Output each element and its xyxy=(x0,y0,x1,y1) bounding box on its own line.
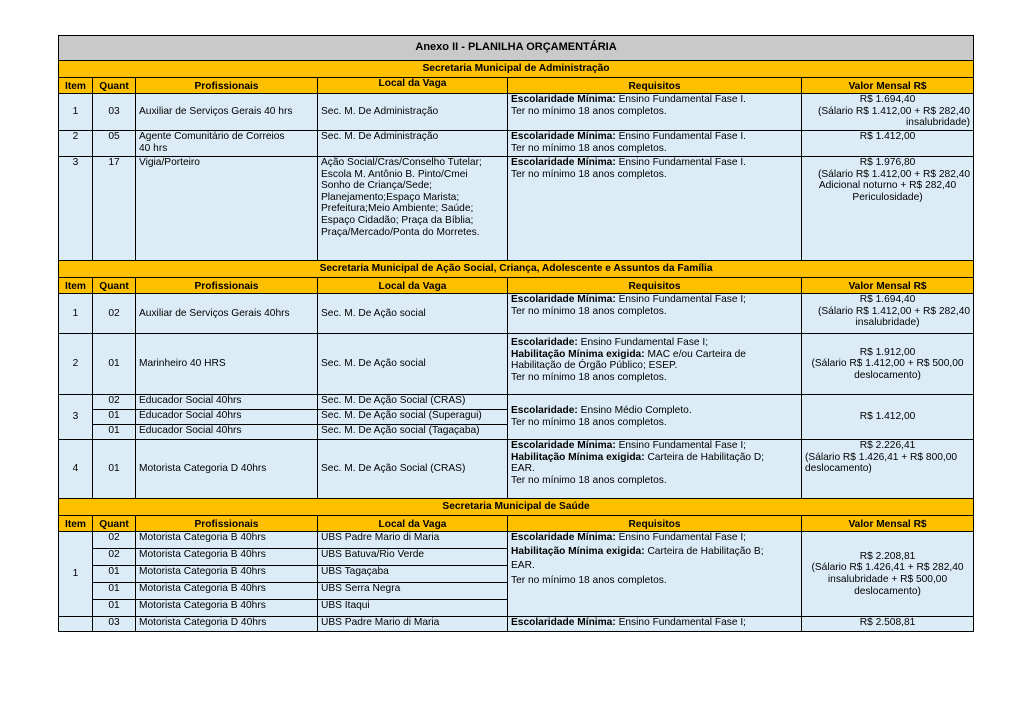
quant-cell: 01 xyxy=(93,600,136,617)
valor-line: (Sálario R$ 1.412,00 + R$ 282,40 xyxy=(817,168,971,180)
item-cell xyxy=(59,617,93,632)
header-quant: Quant xyxy=(93,516,136,532)
valor-cell xyxy=(802,294,974,334)
header-valor: Valor Mensal R$ xyxy=(802,78,974,94)
valor-cell xyxy=(802,617,974,632)
table-row xyxy=(59,440,974,499)
header-requisitos: Requisitos xyxy=(508,516,802,532)
req-extra: Ter no mínimo 18 anos completos. xyxy=(511,168,667,180)
req-extra: Ter no mínimo 18 anos completos. xyxy=(511,371,667,383)
prof-cell: Marinheiro 40 HRS xyxy=(136,334,318,395)
req-cell xyxy=(508,94,802,131)
req-hab-cont: Habilitação de Órgão Público; ESEP. xyxy=(511,360,678,372)
valor-line: insalubridade + R$ 500,00 xyxy=(827,574,948,585)
quant-cell: 01 xyxy=(93,583,136,600)
valor-line: insalubridade) xyxy=(906,117,971,129)
local-cell xyxy=(318,157,508,261)
valor-line: R$ 2.208,81 xyxy=(859,550,916,562)
prof-cell: Motorista Categoria D 40hrs xyxy=(136,440,318,499)
req-extra: Ter no mínimo 18 anos completos. xyxy=(511,105,667,117)
valor-cell xyxy=(802,94,974,131)
local-cell: UBS Padre Mario di Maria xyxy=(318,617,508,632)
req-extra: Ter no mínimo 18 anos completos. xyxy=(511,474,667,486)
local-cell: UBS Tagaçaba xyxy=(318,566,508,583)
local-line: Espaço Cidadão; Praça da Bíblia; xyxy=(321,214,474,226)
quant-cell: 01 xyxy=(93,410,136,425)
valor-line: (Sálario R$ 1.412,00 + R$ 282,40 xyxy=(817,105,971,117)
quant-cell: 01 xyxy=(93,425,136,440)
valor-line: Adicional noturno + R$ 282,40 xyxy=(818,180,957,192)
valor-cell xyxy=(802,334,974,395)
valor-line: (Sálario R$ 1.412,00 + R$ 282,40 xyxy=(817,305,971,317)
req-label: Escolaridade Mínima: xyxy=(511,532,616,543)
header-profissionais: Profissionais xyxy=(136,78,318,94)
req-label: Escolaridade: xyxy=(511,337,578,348)
valor-line: deslocamento) xyxy=(805,463,872,475)
req-extra: Ter no mínimo 18 anos completos. xyxy=(511,574,667,586)
prof-cell: Auxiliar de Serviços Gerais 40hrs xyxy=(136,294,318,334)
prof-cell: Motorista Categoria B 40hrs xyxy=(136,583,318,600)
item-cell: 4 xyxy=(59,440,93,499)
column-header-row xyxy=(59,78,974,94)
header-item: Item xyxy=(59,78,93,94)
req-hab-label: Habilitação Mínima exigida: xyxy=(511,348,645,360)
header-local: Local da Vaga xyxy=(318,78,508,94)
local-line: Planejamento;Espaço Marista; xyxy=(321,191,460,203)
valor-line: insalubridade) xyxy=(855,317,920,329)
section-title: Secretaria Municipal de Saúde xyxy=(59,499,974,516)
req-value: Ensino Fundamental Fase I. xyxy=(618,157,747,168)
prof-cell: Motorista Categoria D 40hrs xyxy=(136,617,318,632)
req-label: Escolaridade Mínima: xyxy=(511,617,616,628)
req-value: Ensino Fundamental Fase I. xyxy=(618,131,747,142)
req-label: Escolaridade Mínima: xyxy=(511,294,616,305)
req-value: Ensino Fundamental Fase I. xyxy=(618,94,747,105)
title-row xyxy=(59,36,974,61)
budget-table xyxy=(58,35,974,632)
valor-line: Periculosidade) xyxy=(852,191,923,203)
prof-cell: Motorista Categoria B 40hrs xyxy=(136,532,318,549)
local-cell: Sec. M. De Ação social xyxy=(318,294,508,334)
req-cell xyxy=(508,294,802,334)
header-requisitos: Requisitos xyxy=(508,278,802,294)
section-header xyxy=(59,261,974,278)
local-line: Sonho de Criança/Sede; xyxy=(321,180,433,192)
valor-line: R$ 1.694,40 xyxy=(859,94,916,105)
local-cell: Sec. M. De Administração xyxy=(318,131,508,157)
column-header-row xyxy=(59,516,974,532)
quant-cell: 03 xyxy=(93,94,136,131)
section-title: Secretaria Municipal de Ação Social, Criança, Adolescente e Assuntos da Família xyxy=(59,261,974,278)
req-label: Escolaridade Mínima: xyxy=(511,157,616,168)
table-row xyxy=(59,532,974,549)
prof-cell: Motorista Categoria B 40hrs xyxy=(136,566,318,583)
local-cell: UBS Batuva/Rio Verde xyxy=(318,549,508,566)
valor-line: deslocamento) xyxy=(854,585,921,597)
local-cell: UBS Itaqui xyxy=(318,600,508,617)
item-cell: 2 xyxy=(59,334,93,395)
prof-cell xyxy=(136,131,318,157)
quant-cell: 03 xyxy=(93,617,136,632)
req-value: Ensino Fundamental Fase I; xyxy=(580,337,709,348)
item-cell: 3 xyxy=(59,395,93,440)
prof-line: Agente Comunitário de Correios xyxy=(139,131,285,142)
valor-cell xyxy=(802,157,974,261)
req-hab-value: Carteira de Habilitação D; xyxy=(647,451,765,463)
local-line: Prefeitura;Meio Ambiente; Saúde; xyxy=(321,203,474,215)
local-cell: Sec. M. De Ação social (Tagaçaba) xyxy=(318,425,508,440)
section-header xyxy=(59,61,974,78)
valor-cell xyxy=(802,440,974,499)
prof-cell: Auxiliar de Serviços Gerais 40 hrs xyxy=(136,94,318,131)
valor-line: R$ 2.226,41 xyxy=(859,440,916,451)
req-hab-label: Habilitação Mínima exigida: xyxy=(511,545,645,557)
valor-line: R$ 1.694,40 xyxy=(859,294,916,305)
req-label: Escolaridade: xyxy=(511,405,578,417)
valor-line: R$ 1.412,00 xyxy=(859,411,916,423)
prof-cell: Vigia/Porteiro xyxy=(136,157,318,261)
table-row xyxy=(59,94,974,131)
item-cell: 1 xyxy=(59,294,93,334)
header-profissionais: Profissionais xyxy=(136,516,318,532)
req-hab-value: Carteira de Habilitação B; xyxy=(647,545,764,557)
local-cell: Sec. M. De Ação social xyxy=(318,334,508,395)
header-local: Local da Vaga xyxy=(318,516,508,532)
req-value: Ensino Médio Completo. xyxy=(580,405,692,417)
prof-cell: Motorista Categoria B 40hrs xyxy=(136,600,318,617)
header-valor: Valor Mensal R$ xyxy=(802,278,974,294)
req-value: Ensino Fundamental Fase I; xyxy=(618,440,747,451)
header-valor: Valor Mensal R$ xyxy=(802,516,974,532)
req-hab-cont: EAR. xyxy=(511,560,535,572)
table-row xyxy=(59,617,974,632)
valor-cell xyxy=(802,395,974,440)
header-local: Local da Vaga xyxy=(318,278,508,294)
quant-cell: 02 xyxy=(93,549,136,566)
valor-line: deslocamento) xyxy=(854,369,921,381)
valor-line: R$ 1.976,80 xyxy=(859,157,916,168)
valor-line: (Sálario R$ 1.412,00 + R$ 500,00 xyxy=(811,358,964,370)
table-row xyxy=(59,334,974,395)
local-line: Escola M. Antônio B. Pinto/Cmei xyxy=(321,168,468,180)
sheet-title: Anexo II - PLANILHA ORÇAMENTÁRIA xyxy=(59,36,974,61)
valor-line: R$ 2.508,81 xyxy=(859,617,916,628)
valor-line: (Sálario R$ 1.426,41 + R$ 282,40 xyxy=(811,562,964,574)
header-quant: Quant xyxy=(93,278,136,294)
valor-line: R$ 1.412,00 xyxy=(859,131,916,142)
valor-cell xyxy=(802,532,974,617)
quant-cell: 01 xyxy=(93,440,136,499)
header-item: Item xyxy=(59,278,93,294)
quant-cell: 05 xyxy=(93,131,136,157)
req-label: Escolaridade Mínima: xyxy=(511,94,616,105)
column-header-row xyxy=(59,278,974,294)
local-line: Ação Social/Cras/Conselho Tutelar; xyxy=(321,157,482,168)
req-cell xyxy=(508,334,802,395)
prof-line: 40 hrs xyxy=(139,142,168,154)
local-cell: Sec. M. De Administração xyxy=(318,94,508,131)
req-hab-label: Habilitação Mínima exigida: xyxy=(511,451,645,463)
valor-line: (Sálario R$ 1.426,41 + R$ 800,00 xyxy=(805,451,958,463)
valor-cell xyxy=(802,131,974,157)
budget-spreadsheet xyxy=(58,35,973,632)
req-extra: Ter no mínimo 18 anos completos. xyxy=(511,305,667,317)
local-cell: Sec. M. De Ação social (Superagui) xyxy=(318,410,508,425)
prof-cell: Motorista Categoria B 40hrs xyxy=(136,549,318,566)
req-cell xyxy=(508,617,802,632)
quant-cell: 01 xyxy=(93,334,136,395)
prof-cell: Educador Social 40hrs xyxy=(136,410,318,425)
table-row xyxy=(59,157,974,261)
req-value: Ensino Fundamental Fase I; xyxy=(618,294,747,305)
table-row xyxy=(59,294,974,334)
req-cell xyxy=(508,157,802,261)
quant-cell: 02 xyxy=(93,395,136,410)
item-cell: 1 xyxy=(59,94,93,131)
req-cell xyxy=(508,131,802,157)
quant-cell: 02 xyxy=(93,532,136,549)
req-cell xyxy=(508,532,802,617)
req-hab-cont: EAR. xyxy=(511,463,535,475)
table-row xyxy=(59,131,974,157)
item-cell: 2 xyxy=(59,131,93,157)
req-extra: Ter no mínimo 18 anos completos. xyxy=(511,417,667,428)
prof-cell: Educador Social 40hrs xyxy=(136,395,318,410)
req-hab-value: MAC e/ou Carteira de xyxy=(647,348,746,360)
req-value: Ensino Fundamental Fase I; xyxy=(618,617,747,628)
local-cell: Sec. M. De Ação Social (CRAS) xyxy=(318,395,508,410)
header-profissionais: Profissionais xyxy=(136,278,318,294)
req-label: Escolaridade Mínima: xyxy=(511,131,616,142)
item-cell: 3 xyxy=(59,157,93,261)
header-requisitos: Requisitos xyxy=(508,78,802,94)
section-title: Secretaria Municipal de Administração xyxy=(59,61,974,78)
req-cell xyxy=(508,440,802,499)
prof-cell: Educador Social 40hrs xyxy=(136,425,318,440)
req-cell xyxy=(508,395,802,440)
section-header xyxy=(59,499,974,516)
quant-cell: 01 xyxy=(93,566,136,583)
table-row xyxy=(59,395,974,410)
local-cell: Sec. M. De Ação Social (CRAS) xyxy=(318,440,508,499)
quant-cell: 17 xyxy=(93,157,136,261)
quant-cell: 02 xyxy=(93,294,136,334)
req-label: Escolaridade Mínima: xyxy=(511,440,616,451)
local-cell: UBS Serra Negra xyxy=(318,583,508,600)
req-value: Ensino Fundamental Fase I; xyxy=(618,532,747,543)
local-line: Praça/Mercado/Ponta do Morretes. xyxy=(321,226,480,238)
header-quant: Quant xyxy=(93,78,136,94)
local-cell: UBS Padre Mario di Maria xyxy=(318,532,508,549)
req-extra: Ter no mínimo 18 anos completos. xyxy=(511,142,667,154)
valor-line: R$ 1.912,00 xyxy=(859,346,916,358)
item-cell: 1 xyxy=(59,532,93,617)
header-item: Item xyxy=(59,516,93,532)
